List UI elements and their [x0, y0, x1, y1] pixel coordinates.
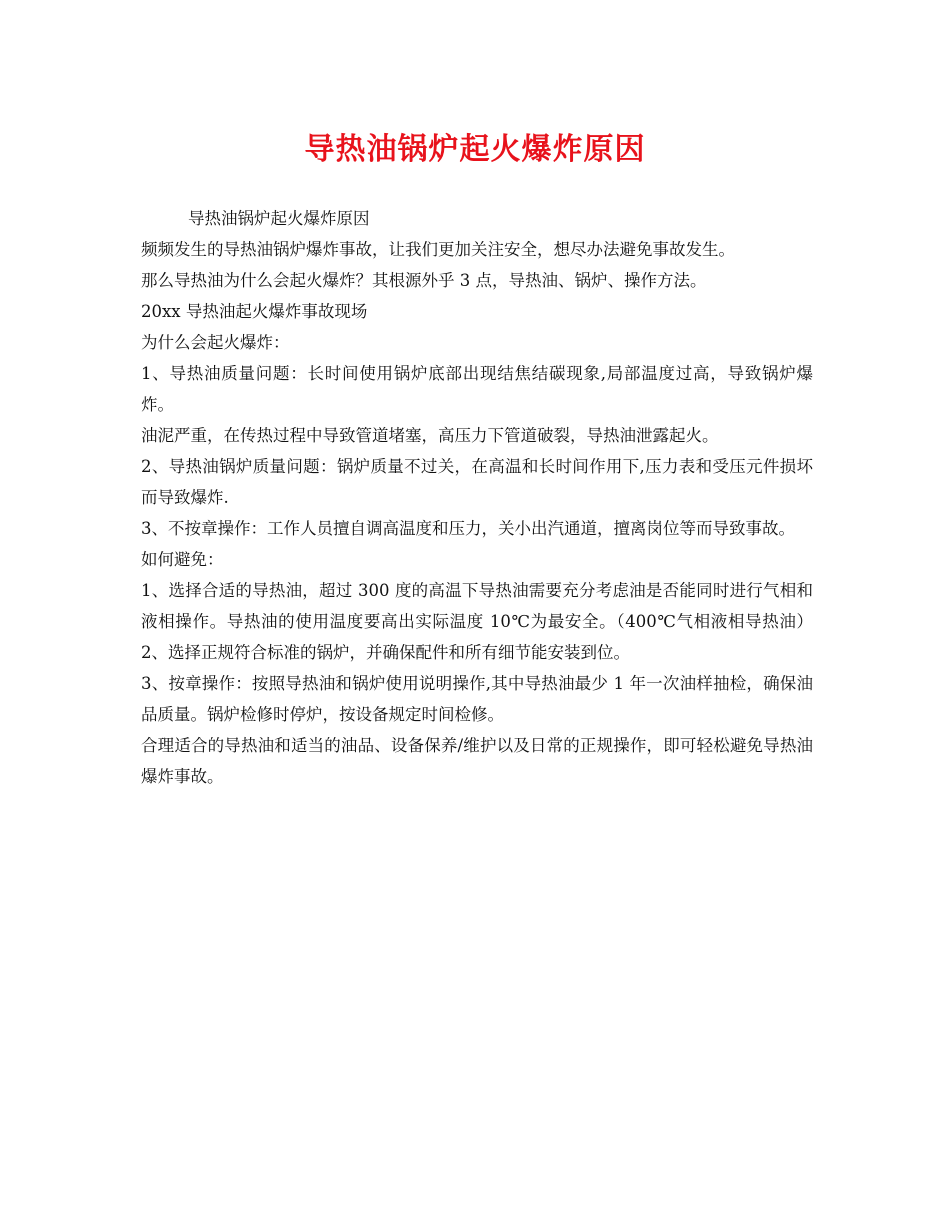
why-heading: 为什么会起火爆炸：: [141, 333, 290, 352]
how-to-avoid-heading: 如何避免：: [141, 550, 224, 569]
document-body: [141, 203, 813, 792]
conclusion-paragraph: 合理适合的导热油和适当的油品、设备保养/维护以及日常的正规操作，即可轻松避免导热油爆炸事故。: [141, 736, 813, 786]
intro-paragraph: 频频发生的导热油锅炉爆炸事故，让我们更加关注安全，想尽办法避免事故发生。: [141, 240, 735, 259]
avoid-1-2-paragraph: 1、选择合适的导热油，超过 300 度的高温下导热油需要充分考虑油是否能同时进行气相和液相操作。导热油的使用温度要高出实际温度 10℃为最安全。（400℃气相液相导热油）2、选择正规符合标准的锅炉，并确保配件和所有细节能安装到位。: [141, 581, 813, 662]
cause-3-paragraph: 3、不按章操作：工作人员擅自调高温度和压力，关小出汽通道，擅离岗位等而导致事故。: [141, 519, 795, 538]
sludge-paragraph: 油泥严重，在传热过程中导致管道堵塞，高压力下管道破裂，导热油泄露起火。: [141, 426, 719, 445]
avoid-3-paragraph: 3、按章操作：按照导热油和锅炉使用说明操作,其中导热油最少 1 年一次油样抽检，确保油品质量。锅炉检修时停炉，按设备规定时间检修。: [141, 674, 813, 724]
accident-scene-paragraph: 20xx 导热油起火爆炸事故现场: [141, 302, 368, 321]
subtitle-paragraph: 导热油锅炉起火爆炸原因: [188, 209, 370, 228]
document-title: 导热油锅炉起火爆炸原因: [304, 132, 646, 167]
cause-2-paragraph: 2、导热油锅炉质量问题：锅炉质量不过关，在高温和长时间作用下,压力表和受压元件损坏而导致爆炸.: [141, 457, 813, 507]
causes-summary-paragraph: 那么导热油为什么会起火爆炸？其根源外乎 3 点，导热油、锅炉、操作方法。: [141, 271, 707, 290]
cause-1-paragraph: 1、导热油质量问题：长时间使用锅炉底部出现结焦结碳现象,局部温度过高，导致锅炉爆炸。: [141, 364, 813, 414]
